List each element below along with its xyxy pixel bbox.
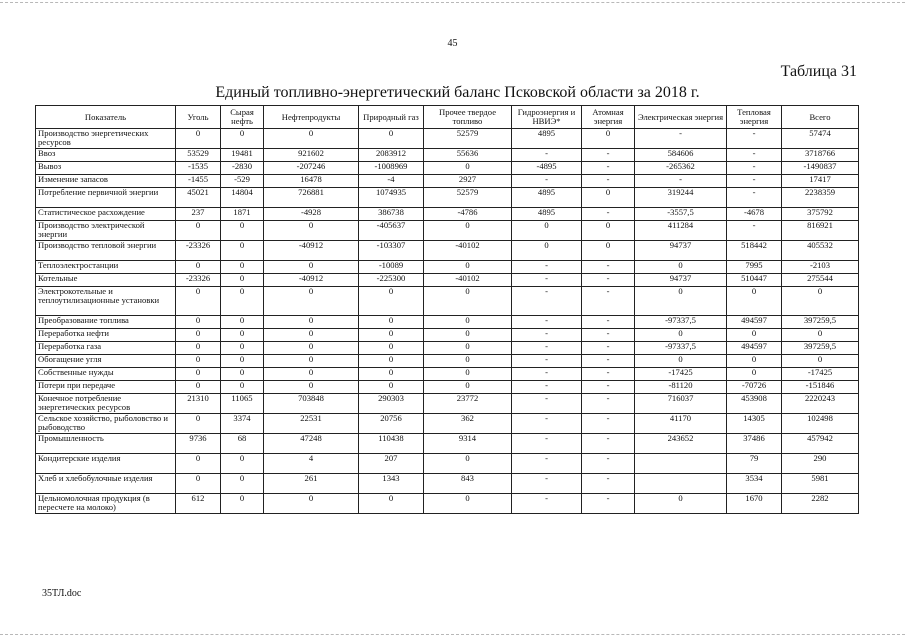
table-cell: 0	[221, 355, 264, 368]
table-cell: 4895	[512, 208, 582, 221]
footer-filename: 35ТЛ.doc	[42, 588, 82, 599]
table-cell: -3557,5	[635, 208, 727, 221]
table-cell: -	[512, 368, 582, 381]
table-cell: -2103	[782, 261, 859, 274]
table-cell: -	[582, 454, 635, 474]
table-cell: 0	[221, 474, 264, 494]
table-cell: 0	[176, 342, 221, 355]
table-cell: 1343	[359, 474, 424, 494]
column-header-hydro-renewables: Гидроэнергия и НВИЭ*	[512, 106, 582, 129]
table-row	[36, 316, 859, 329]
table-cell: 0	[424, 329, 512, 342]
table-cell: 0	[424, 162, 512, 175]
table-cell: 843	[424, 474, 512, 494]
table-cell: 0	[582, 188, 635, 208]
row-indicator-name: Потребление первичной энергии	[36, 188, 176, 208]
column-header-heat-energy: Тепловая энергия	[727, 106, 782, 129]
table-cell: 1670	[727, 494, 782, 514]
row-indicator-name: Теплоэлектростанции	[36, 261, 176, 274]
table-cell: -97337,5	[635, 342, 727, 355]
table-cell: 37486	[727, 434, 782, 454]
table-cell: -	[512, 494, 582, 514]
table-cell: 0	[424, 454, 512, 474]
table-row	[36, 329, 859, 342]
table-cell: 0	[359, 287, 424, 316]
table-cell: 0	[727, 287, 782, 316]
table-cell: -	[582, 287, 635, 316]
table-cell: 0	[221, 494, 264, 514]
table-cell: 0	[264, 221, 359, 241]
table-cell: 0	[221, 381, 264, 394]
table-row	[36, 414, 859, 434]
table-cell: 4	[264, 454, 359, 474]
table-cell: 0	[582, 241, 635, 261]
table-cell: 3374	[221, 414, 264, 434]
table-cell: 0	[176, 381, 221, 394]
table-cell: 243652	[635, 434, 727, 454]
table-cell: 0	[221, 129, 264, 149]
table-cell: 0	[424, 287, 512, 316]
table-cell: 0	[359, 342, 424, 355]
table-cell: -	[512, 316, 582, 329]
table-cell: 612	[176, 494, 221, 514]
table-cell: 4895	[512, 129, 582, 149]
table-cell: 7995	[727, 261, 782, 274]
table-cell: 20756	[359, 414, 424, 434]
table-cell: 0	[176, 454, 221, 474]
table-cell: -	[512, 342, 582, 355]
table-cell: -23326	[176, 274, 221, 287]
table-cell: -40912	[264, 274, 359, 287]
page-number: 45	[447, 38, 458, 49]
table-cell: -	[582, 368, 635, 381]
table-cell: -103307	[359, 241, 424, 261]
scan-edge-bottom	[0, 634, 905, 635]
table-cell: 207	[359, 454, 424, 474]
table-cell: 0	[176, 261, 221, 274]
table-cell: 53529	[176, 149, 221, 162]
table-row	[36, 241, 859, 261]
table-cell: -	[512, 274, 582, 287]
table-cell: -	[582, 414, 635, 434]
table-cell: 45021	[176, 188, 221, 208]
row-indicator-name: Производство электрической энергии	[36, 221, 176, 241]
table-cell: -	[512, 394, 582, 414]
document-title: Единый топливно-энергетический баланс Псковской области за 2018 г.	[215, 84, 700, 101]
table-cell: -	[582, 162, 635, 175]
table-cell: -405637	[359, 221, 424, 241]
table-cell: -	[512, 474, 582, 494]
table-cell: -	[582, 342, 635, 355]
table-cell	[635, 454, 727, 474]
table-cell: 9736	[176, 434, 221, 454]
table-cell: -	[727, 149, 782, 162]
table-cell: 0	[424, 355, 512, 368]
table-cell: -	[727, 175, 782, 188]
table-cell: 0	[264, 342, 359, 355]
row-indicator-name: Сельское хозяйство, рыболовство и рыбоводство	[36, 414, 176, 434]
table-cell: -4895	[512, 162, 582, 175]
table-cell: 0	[582, 221, 635, 241]
column-header-natural-gas: Природный газ	[359, 106, 424, 129]
table-cell: 716037	[635, 394, 727, 414]
table-cell: 494597	[727, 342, 782, 355]
table-cell: 0	[424, 261, 512, 274]
table-cell: -529	[221, 175, 264, 188]
table-cell: 41170	[635, 414, 727, 434]
table-cell: 102498	[782, 414, 859, 434]
table-cell: 0	[512, 241, 582, 261]
table-cell: -151846	[782, 381, 859, 394]
table-cell: -	[727, 129, 782, 149]
table-cell: -	[582, 274, 635, 287]
row-indicator-name: Хлеб и хлебобулочные изделия	[36, 474, 176, 494]
table-row	[36, 149, 859, 162]
table-cell: 0	[221, 316, 264, 329]
table-row	[36, 287, 859, 316]
table-cell: 397259,5	[782, 342, 859, 355]
table-cell: 510447	[727, 274, 782, 287]
row-indicator-name: Переработка газа	[36, 342, 176, 355]
table-cell: 0	[727, 329, 782, 342]
table-cell: 4895	[512, 188, 582, 208]
row-indicator-name: Конечное потребление энергетических ресурсов	[36, 394, 176, 414]
table-cell: 0	[264, 494, 359, 514]
column-header-total: Всего	[782, 106, 859, 129]
table-cell: 0	[221, 368, 264, 381]
table-cell: 0	[264, 287, 359, 316]
table-cell: 411284	[635, 221, 727, 241]
table-cell: 0	[727, 368, 782, 381]
table-cell: 0	[221, 261, 264, 274]
table-cell: -70726	[727, 381, 782, 394]
table-cell: 703848	[264, 394, 359, 414]
table-cell: 921602	[264, 149, 359, 162]
table-row	[36, 274, 859, 287]
table-row	[36, 434, 859, 454]
table-cell: 94737	[635, 274, 727, 287]
table-cell: -	[582, 329, 635, 342]
table-cell: -1455	[176, 175, 221, 188]
table-cell: -	[512, 381, 582, 394]
table-cell: -207246	[264, 162, 359, 175]
table-cell: -	[512, 434, 582, 454]
table-cell: 16478	[264, 175, 359, 188]
table-cell: 0	[176, 316, 221, 329]
table-cell: -	[582, 316, 635, 329]
row-indicator-name: Ввоз	[36, 149, 176, 162]
table-cell: 0	[424, 368, 512, 381]
table-cell: 17417	[782, 175, 859, 188]
table-row	[36, 175, 859, 188]
table-cell: 47248	[264, 434, 359, 454]
table-cell: 0	[359, 368, 424, 381]
table-cell: -	[512, 355, 582, 368]
table-cell: -	[512, 329, 582, 342]
table-cell: 0	[264, 329, 359, 342]
table-cell: -40912	[264, 241, 359, 261]
column-header-indicator: Показатель	[36, 106, 176, 129]
table-cell: 0	[782, 287, 859, 316]
row-indicator-name: Статистическое расхождение	[36, 208, 176, 221]
table-cell: -1490837	[782, 162, 859, 175]
table-cell: -	[727, 221, 782, 241]
table-cell: 52579	[424, 188, 512, 208]
column-header-crude-oil: Сырая нефть	[221, 106, 264, 129]
row-indicator-name: Промышленность	[36, 434, 176, 454]
table-cell: 0	[176, 221, 221, 241]
table-cell: 0	[782, 329, 859, 342]
table-cell: 397259,5	[782, 316, 859, 329]
table-cell: 0	[424, 494, 512, 514]
table-cell: -	[582, 208, 635, 221]
table-cell: 22531	[264, 414, 359, 434]
table-cell: 457942	[782, 434, 859, 454]
table-cell	[635, 474, 727, 494]
table-cell: -	[582, 381, 635, 394]
table-cell: 0	[221, 221, 264, 241]
table-cell: 237	[176, 208, 221, 221]
table-cell: -	[582, 494, 635, 514]
table-cell: 5981	[782, 474, 859, 494]
row-indicator-name: Производство тепловой энергии	[36, 241, 176, 261]
table-cell: -	[582, 474, 635, 494]
table-cell: 0	[264, 368, 359, 381]
table-cell: 0	[221, 342, 264, 355]
table-cell: -17425	[635, 368, 727, 381]
table-cell: 0	[424, 342, 512, 355]
table-row	[36, 261, 859, 274]
table-cell: 375792	[782, 208, 859, 221]
table-cell: 453908	[727, 394, 782, 414]
table-cell: 55636	[424, 149, 512, 162]
table-cell: 290	[782, 454, 859, 474]
table-row	[36, 355, 859, 368]
table-cell: 0	[221, 454, 264, 474]
table-row	[36, 129, 859, 149]
table-cell: 79	[727, 454, 782, 474]
table-cell: 0	[424, 381, 512, 394]
table-cell: 0	[512, 221, 582, 241]
row-indicator-name: Собственные нужды	[36, 368, 176, 381]
table-cell: -10089	[359, 261, 424, 274]
row-indicator-name: Производство энергетических ресурсов	[36, 129, 176, 149]
table-cell: 0	[176, 129, 221, 149]
table-cell: 68	[221, 434, 264, 454]
column-header-coal: Уголь	[176, 106, 221, 129]
table-row	[36, 221, 859, 241]
table-row	[36, 381, 859, 394]
table-cell: 405532	[782, 241, 859, 261]
table-cell: 584606	[635, 149, 727, 162]
table-row	[36, 162, 859, 175]
energy-balance-table	[35, 105, 859, 514]
table-cell: -4678	[727, 208, 782, 221]
table-cell: 0	[176, 414, 221, 434]
table-cell: 0	[635, 287, 727, 316]
table-cell: 0	[635, 494, 727, 514]
table-cell: -	[512, 261, 582, 274]
table-cell: 3718766	[782, 149, 859, 162]
table-cell: 0	[264, 381, 359, 394]
table-cell: -	[582, 175, 635, 188]
table-cell: -17425	[782, 368, 859, 381]
table-cell: -	[727, 162, 782, 175]
table-cell: -265362	[635, 162, 727, 175]
row-indicator-name: Кондитерские изделия	[36, 454, 176, 474]
table-cell: -	[512, 175, 582, 188]
table-cell: -4928	[264, 208, 359, 221]
table-cell: 0	[221, 329, 264, 342]
table-row	[36, 368, 859, 381]
table-cell: -4	[359, 175, 424, 188]
table-cell: -1008969	[359, 162, 424, 175]
table-cell: -40102	[424, 241, 512, 261]
row-indicator-name: Вывоз	[36, 162, 176, 175]
table-cell: -97337,5	[635, 316, 727, 329]
table-cell: 2220243	[782, 394, 859, 414]
table-cell: 0	[635, 329, 727, 342]
table-cell: 11065	[221, 394, 264, 414]
table-cell: 3534	[727, 474, 782, 494]
table-cell: 275544	[782, 274, 859, 287]
table-cell: 0	[264, 355, 359, 368]
row-indicator-name: Обогащение угля	[36, 355, 176, 368]
row-indicator-name: Преобразование топлива	[36, 316, 176, 329]
table-cell: 52579	[424, 129, 512, 149]
table-cell: 0	[176, 329, 221, 342]
table-cell: 0	[221, 274, 264, 287]
table-cell: 0	[782, 355, 859, 368]
table-cell: 19481	[221, 149, 264, 162]
table-cell: 2083912	[359, 149, 424, 162]
table-cell: -40102	[424, 274, 512, 287]
table-cell: 110438	[359, 434, 424, 454]
column-header-nuclear: Атомная энергия	[582, 106, 635, 129]
table-cell: 94737	[635, 241, 727, 261]
table-cell: -	[512, 149, 582, 162]
column-header-oil-products: Нефтепродукты	[264, 106, 359, 129]
table-cell: -	[582, 261, 635, 274]
table-cell: 386738	[359, 208, 424, 221]
row-indicator-name: Потери при передаче	[36, 381, 176, 394]
table-label: Таблица 31	[780, 63, 857, 80]
table-cell: 0	[359, 355, 424, 368]
table-cell: 816921	[782, 221, 859, 241]
table-cell: 0	[424, 316, 512, 329]
table-cell: 21310	[176, 394, 221, 414]
table-cell: 0	[582, 129, 635, 149]
table-cell: -	[727, 188, 782, 208]
table-row	[36, 342, 859, 355]
row-indicator-name: Электрокотельные и теплоутилизационные установки	[36, 287, 176, 316]
table-cell: 0	[176, 474, 221, 494]
table-cell: -	[635, 175, 727, 188]
table-cell: 0	[264, 129, 359, 149]
table-cell: -	[635, 129, 727, 149]
table-cell: 518442	[727, 241, 782, 261]
table-cell: 0	[424, 221, 512, 241]
table-cell: -	[582, 355, 635, 368]
table-cell: 0	[635, 355, 727, 368]
table-cell: -23326	[176, 241, 221, 261]
table-row	[36, 208, 859, 221]
table-cell: 0	[264, 316, 359, 329]
table-header-row	[36, 106, 859, 129]
table-cell: 319244	[635, 188, 727, 208]
table-cell: 1871	[221, 208, 264, 221]
table-cell: -	[582, 149, 635, 162]
table-cell: 2927	[424, 175, 512, 188]
table-row	[36, 188, 859, 208]
table-cell: -	[582, 394, 635, 414]
row-indicator-name: Котельные	[36, 274, 176, 287]
table-cell: 14804	[221, 188, 264, 208]
table-cell: -	[512, 414, 582, 434]
table-row	[36, 454, 859, 474]
table-cell: 2238359	[782, 188, 859, 208]
table-cell: 0	[176, 355, 221, 368]
table-cell: 0	[176, 287, 221, 316]
table-cell: -2830	[221, 162, 264, 175]
table-cell: 23772	[424, 394, 512, 414]
table-cell: 0	[221, 287, 264, 316]
table-cell: 0	[727, 355, 782, 368]
table-cell: 1074935	[359, 188, 424, 208]
table-cell: 9314	[424, 434, 512, 454]
column-header-electric-energy: Электрическая энергия	[635, 106, 727, 129]
table-cell: 0	[359, 129, 424, 149]
table-cell: -1535	[176, 162, 221, 175]
table-cell: 0	[176, 368, 221, 381]
table-cell: 261	[264, 474, 359, 494]
scan-edge-top	[0, 2, 905, 3]
table-row	[36, 494, 859, 514]
table-cell: 0	[359, 494, 424, 514]
row-indicator-name: Изменение запасов	[36, 175, 176, 188]
row-indicator-name: Переработка нефти	[36, 329, 176, 342]
table-cell: -	[512, 454, 582, 474]
table-cell: 57474	[782, 129, 859, 149]
table-cell: 14305	[727, 414, 782, 434]
table-row	[36, 394, 859, 414]
table-row	[36, 474, 859, 494]
table-cell: 362	[424, 414, 512, 434]
table-cell: -225300	[359, 274, 424, 287]
table-cell: 494597	[727, 316, 782, 329]
table-cell: 0	[359, 316, 424, 329]
table-cell: 0	[635, 261, 727, 274]
table-cell: 290303	[359, 394, 424, 414]
table-cell: 0	[221, 241, 264, 261]
table-cell: 0	[359, 329, 424, 342]
table-cell: -	[512, 287, 582, 316]
table-cell: 0	[264, 261, 359, 274]
table-cell: 726881	[264, 188, 359, 208]
table-cell: -81120	[635, 381, 727, 394]
table-cell: -	[582, 434, 635, 454]
row-indicator-name: Цельномолочная продукция (в пересчете на молоко)	[36, 494, 176, 514]
table-cell: -4786	[424, 208, 512, 221]
table-cell: 0	[359, 381, 424, 394]
table-cell: 2282	[782, 494, 859, 514]
column-header-other-solid-fuel: Прочее твердое топливо	[424, 106, 512, 129]
